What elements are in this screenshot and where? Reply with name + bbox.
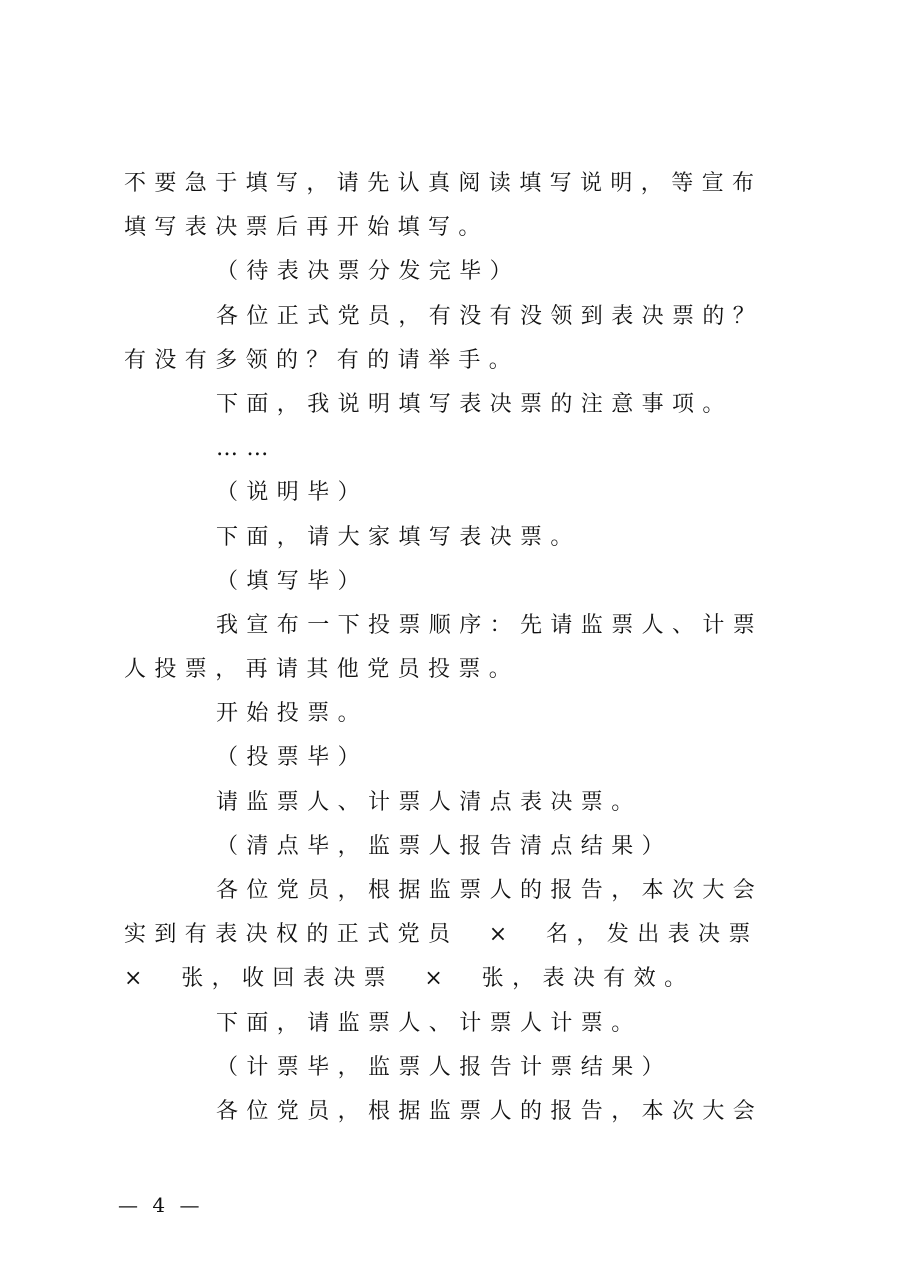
text-line: （计票毕，监票人报告计票结果） bbox=[216, 1054, 673, 1080]
text-line: 各位正式党员，有没有没领到表决票的？ bbox=[216, 303, 764, 329]
text-line: 人投票，再请其他党员投票。 bbox=[124, 657, 520, 683]
text-line: （清点毕，监票人报告清点结果） bbox=[216, 833, 673, 859]
text-line: （填写毕） bbox=[216, 568, 369, 594]
text-line: 不要急于填写，请先认真阅读填写说明，等宣布 bbox=[124, 171, 763, 196]
text-line: × 张，收回表决票 × 张，表决有效。 bbox=[124, 966, 695, 992]
text-line: （投票毕） bbox=[216, 745, 369, 771]
text-line: 请监票人、计票人清点表决票。 bbox=[216, 789, 642, 815]
text-line: 有没有多领的？有的请举手。 bbox=[124, 347, 520, 373]
text-line: 下面，请大家填写表决票。 bbox=[216, 524, 581, 550]
text-line: 下面，请监票人、计票人计票。 bbox=[216, 1010, 642, 1036]
page-number: — 4 — bbox=[118, 1193, 204, 1217]
text-line: 各位党员，根据监票人的报告，本次大会 bbox=[216, 878, 764, 903]
text-line: …… bbox=[216, 436, 277, 462]
text-line: （说明毕） bbox=[216, 480, 369, 506]
text-line: （待表决票分发完毕） bbox=[216, 259, 521, 285]
text-line: 开始投票。 bbox=[216, 701, 369, 727]
text-line: 填写表决票后再开始填写。 bbox=[124, 215, 489, 241]
text-line: 各位党员，根据监票人的报告，本次大会 bbox=[216, 1098, 764, 1124]
body-text bbox=[124, 162, 764, 1134]
text-line: 实到有表决权的正式党员 × 名，发出表决票 bbox=[124, 922, 759, 948]
text-line: 我宣布一下投票顺序：先请监票人、计票 bbox=[216, 612, 764, 638]
text-line: 下面，我说明填写表决票的注意事项。 bbox=[216, 391, 733, 417]
